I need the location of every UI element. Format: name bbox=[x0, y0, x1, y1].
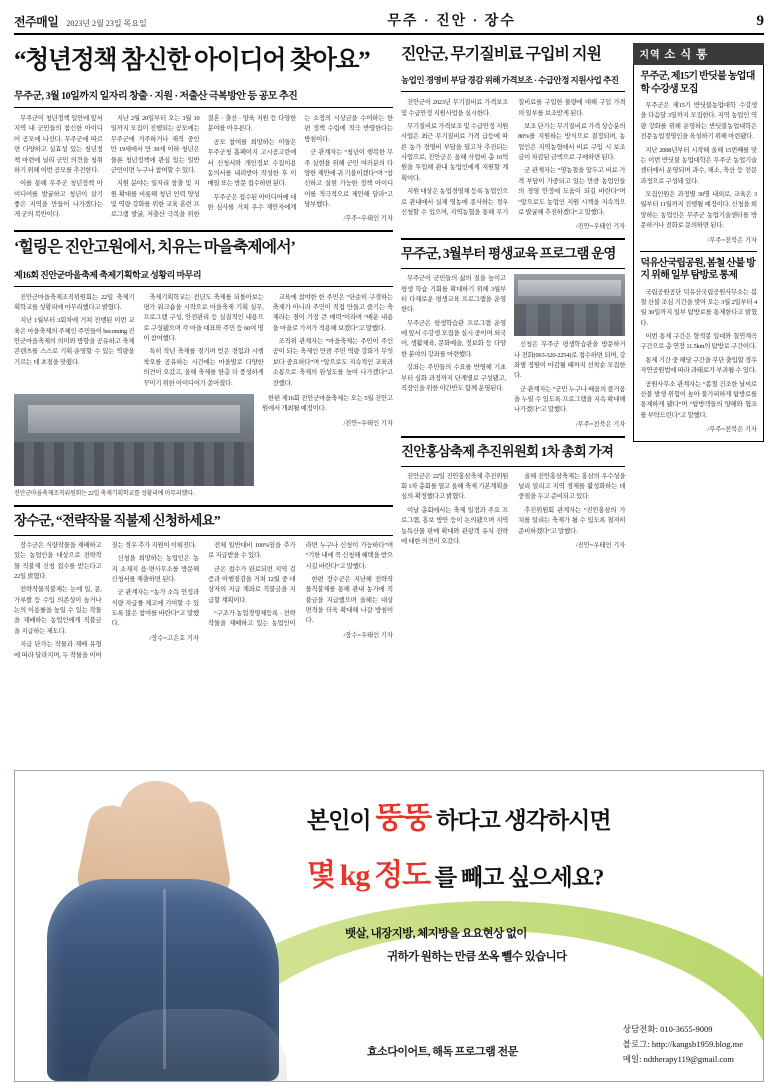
paragraph: 한편 장수군은 지난해 전략작물직불제를 통해 관내 농가에 직불금을 지급했으며 올해는 대상 면적을 더욱 확대해 나갈 방침이다. bbox=[305, 575, 393, 625]
paragraph: 특히 작년 축제를 경기며 얻은 경험과 시행착오를 공유하는 시간에는 마을별로 다양한 의견이 오갔고, 올해 축제를 한층 더 풍성하게 꾸미기 위한 아이디어가 쏟아졌다. bbox=[143, 348, 264, 387]
rail-body bbox=[633, 65, 764, 442]
masthead bbox=[14, 10, 764, 35]
paragraph: 무주군은 평생학습관 프로그램 운영에 앞서 수강생 모집을 실시 중이며 외국어, 생활체육, 문화예술, 정보화 등 다양한 분야의 강좌를 마련했다. bbox=[400, 319, 506, 358]
paragraph: 무주군은 제15기 반딧불농업대학 수강생을 다음달 3일까지 모집한다. 지역 농업인 역량 강화를 위해 운영하는 반딧불농업대학은 전문농업경영인을 육성하기 위해 마련됐다. bbox=[640, 102, 757, 141]
fertilizer-headline: 진안군, 무기질비료 구입비 지원 bbox=[400, 46, 601, 63]
ad-subcopy-line1: 뱃살, 내장지방, 체지방을 요요현상 없이 bbox=[345, 928, 527, 940]
paragraph: 무기질비료 가격보조 및 수급안정 지원사업은 최근 무기질비료 가격 급등에 따른 농가 경영비 부담을 덜고자 추진되는 사업으로, 진안군은 올해 사업비 총 16억 원을 투입해 관내 농업인에게 지원할 계획이다. bbox=[400, 122, 509, 182]
ad-jeans-fold bbox=[87, 1009, 287, 1082]
paragraph: 진안군은 22일 진안홍삼축제 추진위원회 1차 총회를 열고 올해 축제 기본계획을 심의·확정했다고 밝혔다. bbox=[400, 472, 509, 501]
paragraph: 추진위원회 관계자는 “진안홍삼의 가치를 알리는 축제가 될 수 있도록 철저히 준비하겠다”고 말했다. bbox=[518, 506, 626, 535]
article-lead bbox=[14, 47, 393, 222]
paragraph: 지급 단가는 작물과 재배 유형에 따라 달라지며, 두 작물을 이어짓는 경우 추가 지원이 이뤄진다. bbox=[14, 541, 197, 659]
lead-subhead: 무주군, 3월 10일까지 일자리 창출 · 지원 · 저출산 극복방안 등 공모 추진 bbox=[14, 83, 393, 108]
ginseng-headline: 진안홍삼축제 추진위원회 1차 총회 가져 bbox=[400, 443, 614, 459]
ad-brand: 효소다이어트, 해독 프로그램 전문 bbox=[367, 1046, 518, 1058]
ad-line2-post: 를 빼고 싶으세요? bbox=[434, 864, 604, 890]
paragraph: 지난 2월 20일부터 오는 3월 10일까지 모집이 진행되는 공모에는 무주군에 거주하거나 재직 중인 만 19세에서 만 39세 이하 청년은 물론 청년정책에 관심 있는 일반 군민이면 누구나 참여할 수 있다. bbox=[110, 115, 200, 174]
paragraph: 무주군이 청년정책 입안에 앞서 지역 내 군민들의 참신한 아이디어 공모에 나선다. 무주군에 따르면 다양하고 실효성 있는 청년정책 마련에 널리 군민 의견을 청취하기 위해 이번 공모를 추진한다. bbox=[14, 115, 103, 174]
ad-oversized-jeans bbox=[47, 879, 279, 1081]
paragraph: 군 관계자는 “농가 소득 안정과 식량 자급률 제고에 기여할 수 있도록 많은 참여를 바란다”고 말했다. bbox=[111, 589, 199, 628]
paragraph: 전체 일반대비 100%임을 추가로 지급받을 수 있다. bbox=[208, 541, 296, 560]
fertilizer-body bbox=[401, 98, 625, 230]
ad-contact bbox=[623, 1022, 743, 1067]
paragraph: 군 관계자는 “군민 누구나 배움의 즐거움을 누릴 수 있도록 프로그램을 지속 확대해 나가겠다”고 말했다. bbox=[513, 385, 626, 414]
ad-copy bbox=[307, 799, 747, 894]
paragraph: 공원사무소 관계자는 “봄철 건조한 날씨로 산불 발생 위험이 높아 불가피하게 탐방로를 통제하게 됐다”며 “탐방객들의 양해와 협조를 부탁드린다”고 말했다. bbox=[640, 380, 757, 419]
issue-date: 2023년 2월 23일 목요일 bbox=[66, 19, 147, 28]
byline: /장수=우태인 기자 bbox=[343, 631, 393, 639]
ad-line1-post: 하다고 생각하시면 bbox=[436, 808, 611, 833]
byline: /무주=전북은 기자 bbox=[575, 420, 626, 428]
ginseng-body bbox=[401, 472, 625, 550]
lead-headline: “청년정책 참신한 아이디어 찾아요” bbox=[14, 47, 370, 74]
article-ginseng bbox=[401, 444, 625, 550]
byline: /무주=우태인 기자 bbox=[343, 215, 393, 223]
education-photo bbox=[514, 274, 625, 336]
paragraph: 진안군이 2023년 무기질비료 가격보조 및 수급안정 지원사업을 실시한다. bbox=[400, 99, 509, 117]
lead-body bbox=[14, 114, 393, 222]
paragraph: “구조가 농업경영체등록 · 전략작물을 재배하고 있는 농업인이라면 누구나 신청이 가능하다”며 “기한 내에 꼭 신청해 혜택을 받으시길 바란다”고 말했다. bbox=[208, 541, 393, 628]
ad-subcopy bbox=[345, 923, 567, 969]
paragraph: 모집인원은 과정별 30명 내외로, 교육은 3월부터 11월까지 진행될 예정이다. 신청을 희망하는 농업인은 무주군 농업기술센터를 방문하거나 전화로 문의하면 된다. bbox=[640, 191, 757, 230]
paragraph: 통제 기간 중 해당 구간을 무단 출입할 경우 자연공원법에 따라 과태료가 부과될 수 있다. bbox=[640, 356, 757, 375]
ad-blog-link[interactable]: 블로그: http://kangsb1959.blog.me bbox=[622, 1039, 743, 1050]
divider bbox=[401, 238, 625, 240]
ad-line2-highlight-2: kg bbox=[339, 858, 370, 892]
paragraph: 공모 참여를 희망하는 이들은 무주군청 홈페이지 고시공고란에서 신청서와 개인정보 수집이용 동의서를 내려받아 작성한 후 이메일 또는 방문 접수하면 된다. bbox=[207, 138, 297, 188]
divider bbox=[14, 505, 393, 507]
ad-line1-pre: 본인이 bbox=[307, 808, 371, 833]
paragraph: 진안군마을축제조직위원회는 22일 축제기획학교를 성황리에 마무리했다고 밝혔다. bbox=[14, 293, 135, 311]
byline: /진안=우태인 기자 bbox=[575, 541, 626, 549]
column-rail bbox=[633, 43, 764, 661]
byline: /진안=우태인 기자 bbox=[343, 419, 393, 427]
paragraph: 축제기획학교는 전년도 축제를 되돌아보는 평가 워크숍을 시작으로 마을축제 기획 실무, 프로그램 구성, 안전관리 등 실질적인 내용으로 구성됐으며 각 마을 대표와 주민 등 60여 명이 참여했다. bbox=[143, 293, 264, 343]
paragraph: 지난 2008년부터 시작해 올해 15번째를 맞는 이번 반딧불 농업대학은 무주군 농업기술센터에서 운영되며 과수, 채소, 축산 등 전문 과정으로 구성돼 있다. bbox=[640, 146, 757, 185]
page-number: 9 bbox=[756, 13, 764, 29]
paragraph: 군은 접수가 완료되면 지역 검증과 이행점검을 거쳐 12월 중 대상자의 지급 계좌로 직불금을 지급할 계획이다. bbox=[208, 565, 296, 604]
byline: /장수=고은호 기자 bbox=[149, 634, 199, 642]
byline: /무주=전북은 기자 bbox=[707, 426, 757, 433]
paragraph: 전략작물직불제는 논에 밀, 콩, 가루쌀 등 수입 의존성이 높거나 논의 이용률을 높일 수 있는 작물을 재배하는 농업인에게 직불금을 지급하는 제도다. bbox=[14, 586, 102, 635]
ad-headline-line1 bbox=[307, 799, 747, 840]
paragraph: 국립공원공단 덕유산국립공원사무소는 봄철 산불 조심 기간을 맞아 오는 3월 2일부터 4월 30일까지 일부 탐방로를 통제한다고 밝혔다. bbox=[640, 288, 757, 327]
paragraph: 군 관계자는 “청년이 행복한 무주 실현을 위해 군민 여러분의 다양한 제안에 귀 기울이겠다”며 “참신하고 실현 가능한 정책 아이디어를 적극적으로 제안해 달라”고 당부했다. bbox=[304, 149, 393, 208]
photo-caption: 진안군마을축제조직위원회는 22일 축제기획학교를 성황리에 마무리했다. bbox=[14, 490, 194, 497]
ad-email[interactable]: 메일: ndtherapy119@gmail.com bbox=[622, 1054, 735, 1065]
education-headline: 무주군, 3월부터 평생교육 프로그램 운영 bbox=[400, 246, 616, 262]
paragraph: 이를 통해 무주군 청년정책 아이디어를 발굴하고 청년이 살기 좋은 지역을 만들어 나가겠다는 게 군의 복안이다. bbox=[14, 180, 103, 219]
rail-item-title: 무주군, 제15기 반딧불 농업대학 수강생 모집 bbox=[640, 71, 755, 95]
section-title: 무주 · 진안 · 장수 bbox=[387, 14, 516, 29]
feature-photo bbox=[14, 394, 254, 486]
article-jangsu bbox=[14, 513, 393, 661]
paper-name: 전주매일 bbox=[14, 15, 59, 29]
ad-headline-line2 bbox=[307, 850, 747, 894]
paragraph: 장수군은 식량작물을 재배하고 있는 농업인을 대상으로 전략작물 직불제 신청 접수를 받는다고 22일 밝혔다. bbox=[14, 541, 102, 580]
divider bbox=[401, 466, 625, 467]
rail-item bbox=[640, 258, 757, 434]
feature-subhead: 제16회 진안군마을축제 축제기획학교 성황리 마무리 bbox=[14, 264, 393, 287]
paragraph: 보조 단가는 무기질비료 가격 상승분의 80%를 지원하는 방식으로 결정되며, 농업인은 지역농협에서 비료 구입 시 보조금이 차감된 금액으로 구매하면 된다. bbox=[518, 122, 626, 162]
jangsu-body bbox=[14, 541, 199, 661]
paragraph: 이날 총회에서는 축제 일정과 주요 프로그램, 홍보 방안 등이 논의됐으며 지역 농특산물 판매 확대와 관광객 유치 전략에 대한 의견이 오갔다. bbox=[400, 506, 509, 545]
byline: /진안=우태인 기자 bbox=[575, 223, 626, 231]
jangsu-headline: 장수군, “전략작물 직불제 신청하세요” bbox=[14, 512, 220, 528]
rail-item bbox=[640, 71, 757, 244]
fertilizer-subhead: 농업인 경영비 부담 경감 위해 가격보조 · 수급안정 지원사업 추진 bbox=[401, 70, 625, 92]
column-main bbox=[14, 43, 393, 661]
ad-line2-highlight-1: 몇 bbox=[307, 858, 335, 892]
paragraph: 무주군은 접수된 아이디어에 대한 심사를 거쳐 우수 제안자에게는 소정의 시상금을 수여하는 한편 정책 수립에 적극 반영한다는 방침이다. bbox=[207, 115, 393, 211]
divider bbox=[401, 268, 625, 269]
paragraph: 교육에 참여한 한 주민은 “단순히 구경하는 축제가 아니라 주민이 직접 만들고 즐기는 축제라는 점이 가장 큰 매력”이라며 “배운 내용을 마을로 가져가 적용해 보겠다”고 말했다. bbox=[272, 293, 393, 332]
byline: /무주=전북은 기자 bbox=[707, 236, 757, 244]
jangsu-body-cont bbox=[208, 541, 393, 661]
rail-header bbox=[633, 43, 764, 65]
ad-line2-highlight-3: 정도 bbox=[374, 858, 431, 892]
rail-header-big: 소 식 통 bbox=[664, 49, 709, 61]
paragraph: 군 관계자는 “영농철을 앞두고 비료 가격 부담이 가중되고 있는 만큼 농업인들의 경영 안정에 도움이 되길 바란다”며 “앞으로도 농업인 지원 시책을 지속적으로 발굴해 추진하겠다”고 말했다. bbox=[518, 167, 626, 216]
masthead-left bbox=[14, 13, 147, 30]
ad-phone[interactable]: 상담전화: 010-3655-9009 bbox=[622, 1024, 713, 1035]
paragraph: 이번 통제 구간은 향적봉 일대와 칠연계곡 구간으로 총 연장 11.5km의 탐방로 구간이다. bbox=[640, 333, 757, 351]
paragraph: 신청을 희망하는 농업인은 농지 소재지 읍·면사무소를 방문해 신청서를 제출하면 된다. bbox=[111, 555, 199, 583]
feature-body-top bbox=[14, 293, 393, 389]
paragraph: 강좌는 주민들의 수요를 반영해 기초부터 심화 과정까지 단계별로 구성됐고, 직장인을 위한 야간반도 함께 운영된다. bbox=[400, 364, 506, 392]
ad-subcopy-line2: 귀하가 원하는 만큼 쏘옥 뺄수 있습니다 bbox=[387, 951, 567, 963]
divider bbox=[640, 251, 757, 252]
paragraph: 지원 분야는 일자리 창출 및 지원 확대를 비롯해 청년 인력 양성 및 역량 강화를 위한 교육 훈련 프로그램 발굴, 저출산 극복을 위한 결혼 · 출산 · 양육 지원 등 다양한 분야를 아우른다. bbox=[110, 115, 297, 219]
paragraph: 한편 제16회 진안군마을축제는 오는 5월 진안고원에서 개최될 예정이다. bbox=[262, 394, 393, 413]
divider bbox=[14, 230, 393, 232]
ad-photo-person bbox=[23, 775, 303, 1081]
article-education bbox=[401, 246, 625, 428]
divider bbox=[14, 535, 393, 536]
column-middle bbox=[401, 43, 625, 661]
paragraph: 지난 1월부터 3회차에 거쳐 진행된 이번 교육은 마을축제의 주체인 주민들이 becoming 진안군마을축제의 의미와 방향을 공유하고 축제 콘텐츠를 스스로 기획·운영할 수 있는 역량을 기르는 데 초점을 맞췄다. bbox=[14, 317, 135, 366]
ad-line1-highlight: 뚱뚱 bbox=[375, 802, 432, 835]
article-fertilizer bbox=[401, 45, 625, 230]
rail-item-title: 덕유산국립공원, 봄철 산불 방지 위해 일부 탐방로 통제 bbox=[640, 257, 756, 281]
paragraph: 신청은 무주군 평생학습관을 방문하거나 전화(063-320-2254)로 접수하면 되며, 강좌별 정원이 마감될 때까지 선착순 모집한다. bbox=[513, 341, 626, 380]
paragraph: 지원 대상은 농업경영체 등록 농업인으로 관내에서 실제 영농에 종사하는 경우 신청할 수 있으며, 지역농협을 통해 무기질비료를 구입한 물량에 대해 구입 가격의 일부를 보조받게 된다. bbox=[400, 99, 626, 216]
page-columns bbox=[14, 43, 764, 661]
paragraph: 조직위 관계자는 “마을축제는 주민이 주인공이 되는 축제인 만큼 주민 역량 강화가 무엇보다 중요하다”며 “앞으로도 지속적인 교육과 소통으로 축제의 완성도를 높여 나가겠다”고 전했다. bbox=[272, 338, 393, 387]
paragraph: 올해 진안홍삼축제는 홍삼의 우수성을 널리 알리고 지역 경제를 활성화하는 데 중점을 두고 준비되고 있다. bbox=[518, 472, 626, 501]
divider bbox=[401, 436, 625, 438]
rail-header-small: 지역 bbox=[639, 50, 661, 61]
advertisement[interactable] bbox=[14, 770, 764, 1082]
feature-headline: ‘힐링은 진안고원에서, 치유는 마을축제에서’ bbox=[14, 239, 295, 257]
article-feature bbox=[14, 238, 393, 497]
paragraph: 무주군이 군민들의 삶의 질을 높이고 평생 학습 기회를 확대하기 위해 3월부터 다채로운 평생교육 프로그램을 운영한다. bbox=[400, 275, 506, 314]
